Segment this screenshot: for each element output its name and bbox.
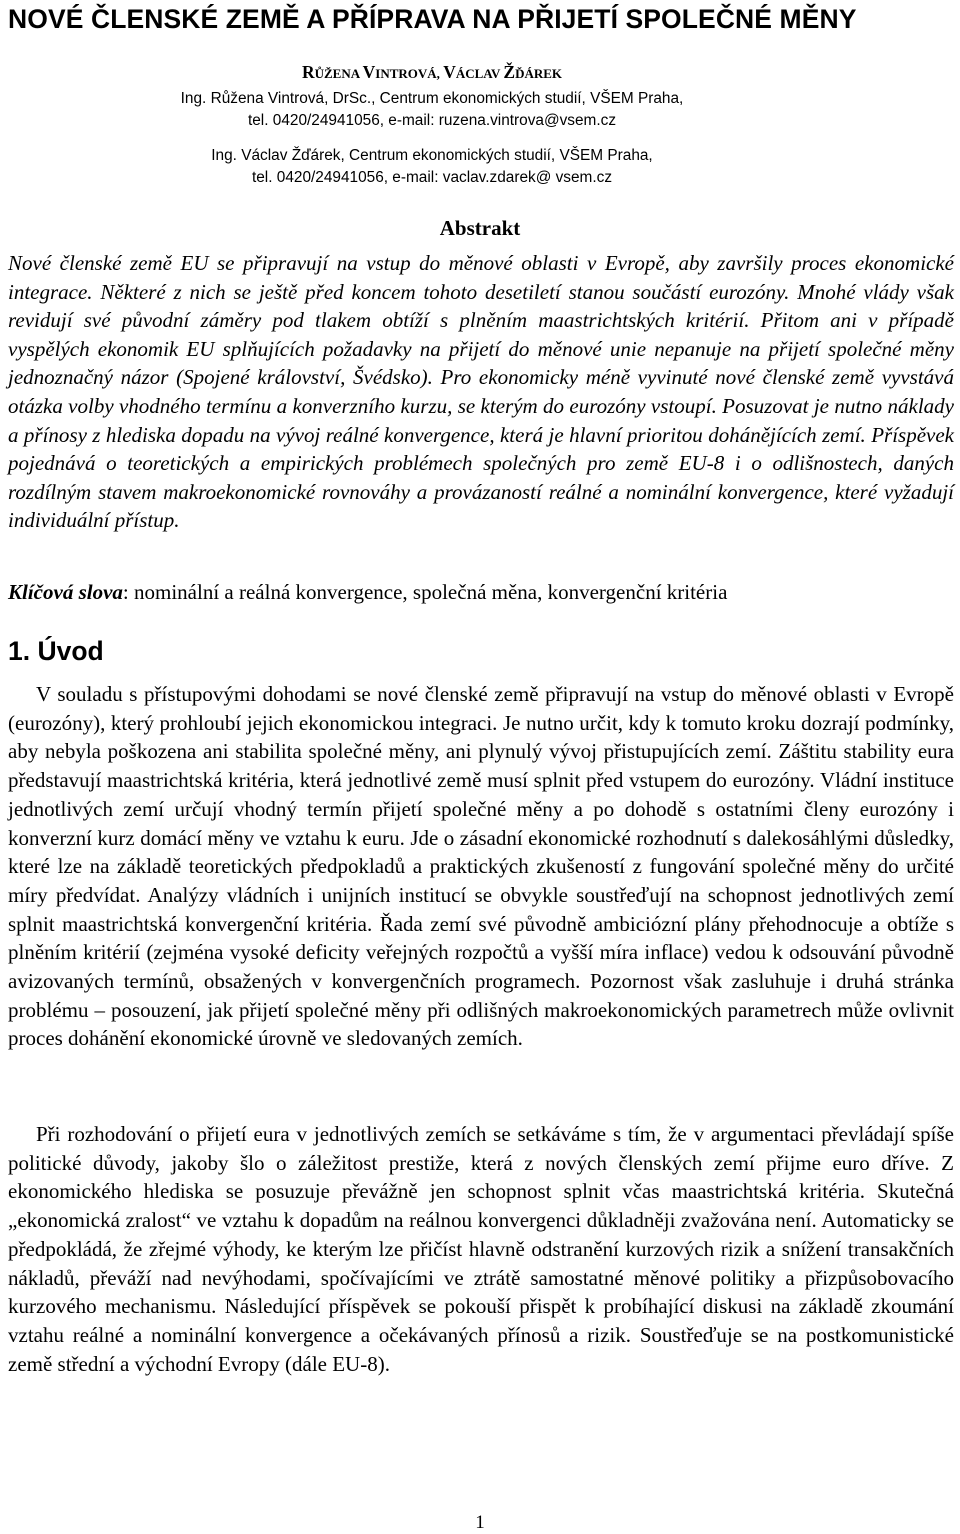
section-title: 1. Úvod bbox=[8, 636, 104, 666]
body-paragraph: V souladu s přístupovými dohodami se nové členské země připravují na vstup do měnové oblasti v Evropě (eurozóny), který prohloubí jejich ekonomickou integraci. Je nutno určit, kdy k tomuto kroku dozrají podmínky, aby nebyla poškozena ani stabilita společné měny, ani plynulý vývoj přistupujících zemí. Záštitu stability eura představují maastrichtská kritéria, která jednotlivé země musí splnit před vstupem do eurozóny. Vládní instituce jednotlivých zemí určují vhodný termín přijetí společné měny a po dohodě s ostatními členy eurozóny i konverzní kurz domácí měny ve vztahu k euru. Jde o zásadní ekonomické rozhodnutí s dalekosáhlými důsledky, které lze na základě teoretických předpokladů a praktických zkušeností z fungování společné měny do určité míry předvídat. Analýzy vládních i unijních institucí se obvykle soustřeďují na schopnost jednotlivých zemí splnit maastrichtská konvergenční kritéria. Řada zemí své původně ambiciózní plány přehodnocuje a obtíže s plněním kritérií (zejména vysoké deficity veřejných rozpočtů a vyšší míra inflace) vedou k odsouvání původně avizovaných termínů, obsažených v konvergenčních programech. Pozornost však zasluhuje i druhá stránka problému – posouzení, jak přijetí společné měny při odlišných makroekonomických parametrech může ovlivnit proces dohánění ekonomické úrovně ve sledovaných zemích. bbox=[8, 682, 954, 1051]
contact-line: tel. 0420/24941056, e-mail: ruzena.vintrova@vsem.cz bbox=[247, 112, 617, 129]
paper-title: NOVÉ ČLENSKÉ ZEMĚ A PŘÍPRAVA NA PŘIJETÍ SPOLEČNÉ MĚNY bbox=[8, 4, 857, 34]
abstract-text: Nové členské země EU se připravují na vstup do měnové oblasti v Evropě, aby završily proces ekonomické integrace. Některé z nich se ještě před koncem tohoto desetiletí stanou součástí eurozóny. Mnohé vlády však revidují své původní záměry pod tlakem obtíží s plněním maastrichtských kritérií. Přitom ani v případě vyspělých ekonomik EU splňujících požadavky na přijetí do měnové unie nepanuje na přijetí společné měny jednoznačný názor (Spojené království, Švédsko). Pro ekonomicky méně vyvinuté nové členské země vyvstává otázka volby vhodného termínu a konverzního kurzu, se kterým do eurozóny vstoupí. Posuzovat je nutno náklady a přínosy z hlediska dopadu na vývoj reálné konvergence, která je hlavní prioritou dohánějících zemí. Příspěvek pojednává o teoretických a empirických problémech společných pro země EU-8 i o odlišnostech, daných rozdílným stavem makroekonomické rovnováhy a provázaností reálné a nominální konvergence, které vyžadují individuální přístup. bbox=[8, 251, 954, 533]
author-name-part: ĎÁREK bbox=[515, 66, 563, 81]
author-initial: Ž bbox=[503, 62, 516, 82]
affiliation-vintrova bbox=[0, 88, 864, 132]
page-number: 1 bbox=[475, 1512, 485, 1533]
keywords-colon: : bbox=[122, 580, 134, 604]
affiliation-line: Ing. Václav Žďárek, Centrum ekonomických studií, VŠEM Praha, bbox=[211, 147, 653, 164]
author-initial: V bbox=[362, 62, 376, 82]
author-initial: V bbox=[443, 62, 456, 82]
author-name-part: ÁCLAV bbox=[455, 66, 504, 81]
body-paragraph: Při rozhodování o přijetí eura v jednotlivých zemích se setkáváme s tím, že v argumentaci převládají spíše politické důvody, jakoby šlo o záležitost prestiže, která z nových členských zemí přijme euro dříve. Z ekonomického hlediska se posuzuje převážně jen schopnost splnit včas maastrichtská kritéria. Skutečná „ekonomická zralost“ ve vztahu k dopadům na reálnou konvergenci důkladněji zvažována není. Automaticky se předpokládá, že zřejmé výhody, ke kterým lze přičíst hlavně odstranění kurzových rizik a snížení transakčních nákladů, převáží nad nevýhodami, spočívajícími ve ztrátě samostatné měnové politiky a přizpůsobovacího kurzového mechanismu. Následující příspěvek se pokouší přispět k probíhající diskusi na základě zkoumání vztahu reálné a nominální konvergence a očekávaných přínosů a rizik. Soustřeďuje se na postkomunistické země střední a východní Evropy (dále EU-8). bbox=[8, 1122, 954, 1376]
keywords-line bbox=[8, 578, 954, 606]
author-name-part: ŮŽENA bbox=[314, 66, 363, 81]
contact-line: tel. 0420/24941056, e-mail: vaclav.zdarek@ vsem.cz bbox=[251, 169, 613, 186]
authors-line bbox=[0, 60, 864, 86]
author-initial: R bbox=[301, 62, 315, 82]
author-name-part: INTROVÁ, bbox=[375, 66, 444, 81]
abstract-heading: Abstrakt bbox=[439, 216, 521, 240]
keywords-list: nominální a reálná konvergence, společná měna, konvergenční kritéria bbox=[134, 580, 728, 604]
affiliation-line: Ing. Růžena Vintrová, DrSc., Centrum ekonomických studií, VŠEM Praha, bbox=[180, 90, 684, 107]
affiliation-zdarek bbox=[0, 145, 864, 189]
keywords-label: Klíčová slova bbox=[8, 580, 123, 604]
